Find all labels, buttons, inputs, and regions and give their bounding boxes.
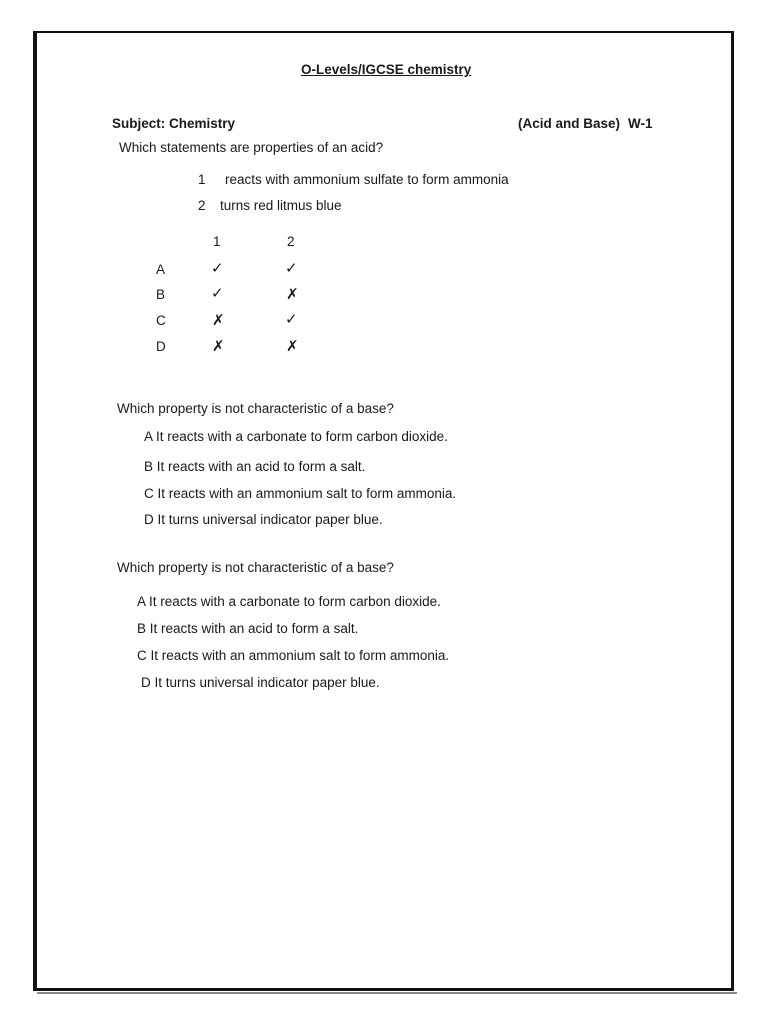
answer-option: D It turns universal indicator paper blue. (141, 675, 380, 690)
table-column-header: 2 (287, 234, 295, 249)
table-option-label: C (156, 313, 166, 328)
check-mark-icon: ✓ (211, 284, 224, 302)
answer-option: A It reacts with a carbonate to form carbon dioxide. (137, 594, 441, 609)
question1-prompt: Which statements are properties of an acid? (119, 140, 384, 155)
topic-label: (Acid and Base) (518, 116, 621, 131)
check-mark-icon: ✓ (285, 259, 298, 277)
statement-text: reacts with ammonium sulfate to form ammonia (225, 172, 509, 187)
answer-option: A It reacts with a carbonate to form carbon dioxide. (144, 429, 448, 444)
answer-option: D It turns universal indicator paper blue. (144, 512, 383, 527)
cross-mark-icon: ✗ (212, 337, 225, 355)
cross-mark-icon: ✗ (212, 311, 225, 329)
cross-mark-icon: ✗ (286, 285, 299, 303)
table-option-label: A (156, 262, 166, 277)
answer-option: B It reacts with an acid to form a salt. (144, 459, 366, 474)
answer-option: C It reacts with an ammonium salt to form ammonia. (137, 648, 450, 663)
subject-label: Subject: Chemistry (112, 116, 236, 131)
table-option-label: D (156, 339, 166, 354)
question3-prompt: Which property is not characteristic of a base? (117, 560, 394, 575)
worksheet-code: W-1 (628, 116, 653, 131)
statement-number: 1 (198, 172, 206, 187)
check-mark-icon: ✓ (211, 259, 224, 277)
statement-number: 2 (198, 198, 206, 213)
answer-option: B It reacts with an acid to form a salt. (137, 621, 359, 636)
table-option-label: B (156, 287, 166, 302)
worksheet-title: O-Levels/IGCSE chemistry (301, 62, 472, 77)
check-mark-icon: ✓ (285, 310, 298, 328)
table-column-header: 1 (213, 234, 221, 249)
question2-prompt: Which property is not characteristic of a base? (117, 401, 394, 416)
cross-mark-icon: ✗ (286, 337, 299, 355)
answer-option: C It reacts with an ammonium salt to form ammonia. (144, 486, 457, 501)
page-border-shadow (37, 992, 737, 994)
statement-text: turns red litmus blue (220, 198, 342, 213)
